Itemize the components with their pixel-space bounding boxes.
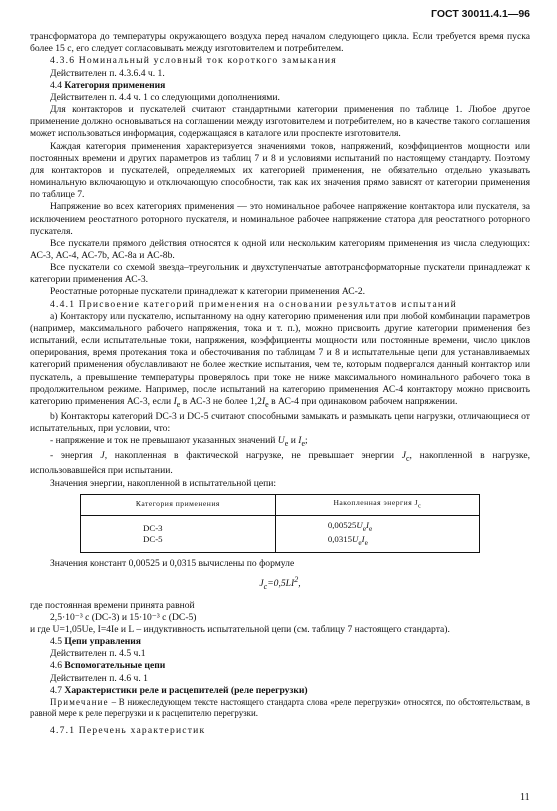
table-header-energy: [275, 494, 479, 515]
time-constant-values: 2,5·10⁻³ с (DC-3) и 15·10⁻³ с (DC-5): [50, 611, 197, 623]
subscript: c: [263, 582, 268, 592]
paragraph-standard-categories: Для контакторов и пускателей считают стандартными категории применения по таблице 1. Любое другое применение должно основываться на соглашении между изготовителем и потребителем, но в качестве такого соглашения может использоваться информация, содержащаяся в каталоге или проспекте изготовителя.: [30, 104, 530, 140]
formula-energy: [30, 574, 530, 593]
section-4-5-text: Действителен п. 4.5 ч.1: [50, 648, 146, 660]
subscript: e: [362, 523, 367, 533]
subscript: c: [418, 502, 422, 510]
table-header-row: [81, 494, 480, 515]
symbol-j: J: [100, 450, 105, 462]
condition-voltage-current: [30, 435, 530, 450]
page-number: 11: [520, 792, 530, 803]
section-number: 4.4: [50, 79, 62, 91]
note-text: – В нижеследующем тексте настоящего стандарта слова «реле перегрузки» относятся, по обстоятельствам, в равной мере к реле перегрузки и к расцепителю перегрузки.: [30, 696, 531, 718]
energy-caption: Значения энергии, накопленной в испытательной цепи:: [50, 477, 277, 489]
table-row: [81, 515, 480, 553]
standard-header: ГОСТ 30011.4.1—96: [431, 8, 530, 20]
item-a-mid: в АС-3 не более 1,2: [182, 395, 262, 407]
symbol-ie: I: [366, 519, 369, 530]
subscript: c: [405, 454, 410, 464]
paragraph-item-b: b) Контакторы категорий DC-3 и DC-5 считают способными замыкать и размыкать цепи нагрузки, отличающиеся от испытательных, при условии, что:: [30, 410, 530, 435]
symbol-ie: I: [173, 395, 177, 407]
symbol-ue: U: [277, 435, 285, 447]
where-text: и где U=1,05Ue, I=4Ie и L – индуктивность испытательной цепи (см. таблицу 7 настоящего стандарта).: [30, 623, 450, 635]
paragraph-voltage: Напряжение во всех категориях применения — это номинальное рабочее напряжение контактора или пускателя, за исключением реостатного роторного пускателя, и номинальное рабочее напряжение статора для реостатного роторного пускателя.: [30, 201, 530, 237]
time-constant-text: где постоянная времени принята равной: [30, 599, 195, 611]
section-4-4-title: Категория применения: [64, 79, 166, 91]
category-dc5: DC-5: [143, 533, 163, 544]
punctuation: ;: [305, 435, 308, 447]
subscript: e: [301, 439, 306, 449]
section-number: 4.5: [50, 636, 62, 648]
subscript: e: [265, 399, 269, 409]
symbol-ie: I: [361, 533, 365, 544]
section-4-6-text: Действителен п. 4.6 ч. 1: [50, 672, 148, 684]
paragraph-item-a: [30, 311, 530, 411]
superscript: 2: [294, 575, 299, 585]
document-page: [30, 8, 530, 737]
note-label: Примечание: [50, 696, 109, 707]
section-4-4-text: Действителен п. 4.4 ч. 1 со следующими дополнениями.: [50, 91, 280, 103]
condition-text: , накопленная в фактической нагрузке, не превышает энергии: [104, 450, 394, 462]
paragraph-rheostatic: Реостатные роторные пускатели принадлежат к категории применения АС-2.: [50, 286, 366, 298]
energy-value: 0,00525: [327, 519, 357, 530]
condition-energy: [30, 450, 530, 477]
table-cell-energies: [275, 515, 479, 553]
section-4-5-heading: [30, 636, 530, 648]
symbol-ue: U: [352, 533, 359, 544]
section-4-6-title: Вспомогательные цепи: [64, 660, 166, 672]
subscript: e: [368, 523, 373, 533]
section-4-3-6-text: Действителен п. 4.3.6.4 ч. 1.: [50, 67, 165, 79]
subscript: e: [358, 537, 362, 547]
section-number: 4.7: [50, 684, 62, 696]
table-header-category: Категория применения: [81, 494, 276, 515]
symbol-ie: I: [261, 395, 266, 407]
section-4-7-heading: [30, 685, 530, 697]
formula-lhs: J: [259, 578, 264, 590]
table-cell-categories: [81, 515, 276, 553]
condition-text: - энергия: [50, 450, 93, 462]
paragraph-direct-starters: Все пускатели прямого действия относятся к одной или нескольким категориям применения из числа следующих: АС-3, АС-4, АС-7b, АС-8а и АС-8b.: [30, 237, 530, 261]
punctuation: ,: [298, 578, 301, 590]
subscript: e: [364, 537, 368, 547]
section-4-7-1-title: 4.7.1 Перечень характеристик: [50, 724, 206, 736]
category-dc3: DC-3: [143, 523, 163, 534]
item-a-end: в АС-4 при одинаковом рабочем напряжении.: [271, 395, 458, 407]
symbol-jc: J: [401, 450, 406, 462]
condition-text: - напряжение и ток не превышают указанных значений: [50, 435, 276, 447]
condition-text: , накопленной в нагрузке, использовавшейся при испытании.: [30, 450, 530, 477]
section-4-7-title: Характеристики реле и расцепителей (реле перегрузки): [64, 684, 308, 696]
note: [30, 697, 530, 719]
constants-text: Значения констант 0,00525 и 0,0315 вычислены по формуле: [50, 558, 295, 570]
section-4-5-title: Цепи управления: [64, 636, 141, 648]
energy-table: [80, 494, 480, 554]
section-number: 4.6: [50, 660, 62, 672]
section-4-6-heading: [30, 660, 530, 672]
subscript: e: [176, 399, 181, 409]
formula-rhs: =0,5LI: [267, 578, 295, 590]
energy-value: 0,0315: [327, 533, 353, 544]
section-4-3-6-title: 4.3.6 Номинальный условный ток короткого замыкания: [50, 55, 337, 67]
section-4-4-1-title: 4.4.1 Присвоение категорий применения на основании результатов испытаний: [50, 298, 457, 310]
paragraph-star-delta: Все пускатели со схемой звезда–треугольник и двухступенчатые автотрансформаторные пускатели принадлежат к категории применения АС-3.: [30, 262, 530, 286]
symbol-ie: I: [298, 435, 302, 447]
subscript: e: [284, 439, 289, 449]
header-text: Накопленная энергия J: [333, 497, 419, 507]
paragraph-continuation: трансформатора до температуры окружающего воздуха перед началом следующего цикла. Если требуется время пуска более 15 с, его следует согласовывать между изготовителем и потребителем.: [30, 31, 530, 55]
item-a-text: а) Контактору или пускателю, испытанному на одну категорию применения или при любой комбинации параметров (например, максимального рабочего напряжения, тока и т. п.), можно присвоить другие категории применения без испытаний, если испытательные токи, напряжения, коэффициенты мощности или постоянные времени, число циклов оперирования, время протекания тока и обесточивания по таблицам 7 и 8 и испытательные цепи для устанавливаемых категорий применения обуславливают не более жесткие испытания, чем те, которым подвергался данный контактор или пускатель, а превышение температуры проверялось при токе не ниже максимального номинального рабочего тока в продолжительном режиме. Например, после испытаний на категорию применения АС-4 контактору можно присвоить категорию применения АС-3, если: [30, 310, 530, 407]
conjunction: и: [290, 435, 296, 447]
section-4-4-heading: [30, 80, 530, 92]
paragraph-category-characteristics: Каждая категория применения характеризуется значениями токов, напряжений, коэффициентов мощности или постоянных времени и других параметров из таблиц 7 и 8 и условиями испытаний по настоящему стандарту. Поэтому для контакторов и пускателей, определяемых их категорией применения, не обязательно отдельно указывать номинальную включающую и отключающую способности, так как их значения прямо зависят от категории применения по таблице 7.: [30, 140, 530, 201]
symbol-ue: U: [356, 519, 363, 530]
